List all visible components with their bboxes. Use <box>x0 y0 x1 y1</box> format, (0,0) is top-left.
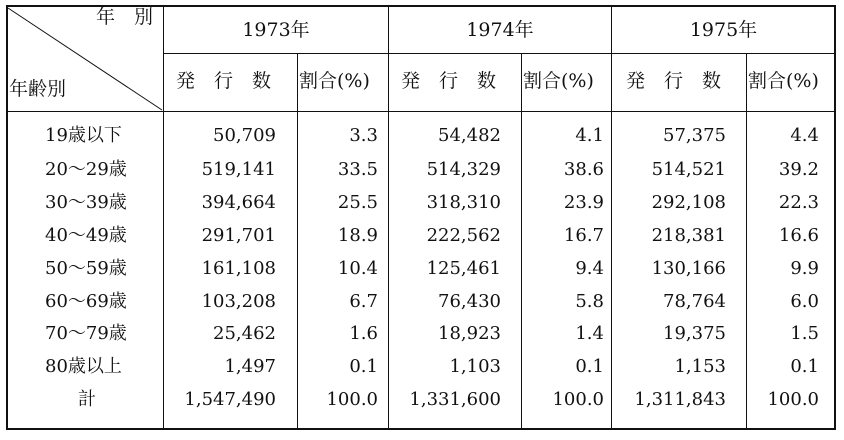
row-label: 30〜39歳 <box>45 192 127 213</box>
count-header-1974: 発 行 数 <box>401 70 497 92</box>
ratio-cell: 1.4 <box>575 323 604 344</box>
ratio-header-1974: 割合(%) <box>523 70 594 92</box>
count-cell: 25,462 <box>213 323 276 344</box>
row-label: 70〜79歳 <box>45 323 127 344</box>
count-cell: 292,108 <box>651 192 726 213</box>
ratio-cell: 6.7 <box>349 291 378 312</box>
year-header-1975: 1975年 <box>689 19 758 41</box>
ratio-cell: 6.0 <box>790 291 819 312</box>
ratio-cell: 4.4 <box>790 125 819 146</box>
ratio-cell: 38.6 <box>563 159 604 180</box>
row-label: 19歳以下 <box>45 125 122 146</box>
count-cell: 394,664 <box>201 192 276 213</box>
row-label: 80歳以上 <box>45 356 122 377</box>
ratio-header-1973: 割合(%) <box>299 70 370 92</box>
row-label: 60〜69歳 <box>45 291 127 312</box>
ratio-cell: 1.5 <box>790 323 819 344</box>
count-cell: 76,430 <box>438 291 501 312</box>
count-cell: 514,329 <box>426 159 501 180</box>
ratio-cell: 0.1 <box>575 356 604 377</box>
ratio-cell: 18.9 <box>337 225 378 246</box>
ratio-cell: 16.7 <box>563 225 604 246</box>
ratio-cell: 25.5 <box>337 192 378 213</box>
count-cell: 18,923 <box>438 323 501 344</box>
count-cell: 57,375 <box>663 125 726 146</box>
year-header-1974: 1974年 <box>466 19 534 41</box>
ratio-cell: 23.9 <box>563 192 604 213</box>
count-cell: 161,108 <box>201 258 276 279</box>
row-label: 40〜49歳 <box>45 225 127 246</box>
count-cell: 125,461 <box>426 258 501 279</box>
total-count-cell: 1,547,490 <box>184 389 276 410</box>
count-cell: 54,482 <box>438 125 501 146</box>
count-cell: 103,208 <box>201 291 276 312</box>
total-label: 計 <box>78 389 96 410</box>
corner-label-year: 年 別 <box>96 6 154 28</box>
count-cell: 50,709 <box>213 125 276 146</box>
ratio-cell: 33.5 <box>337 159 378 180</box>
ratio-cell: 5.8 <box>575 291 604 312</box>
ratio-header-1975: 割合(%) <box>748 70 819 92</box>
ratio-cell: 22.3 <box>778 192 819 213</box>
count-cell: 130,166 <box>651 258 726 279</box>
total-count-cell: 1,311,843 <box>634 389 726 410</box>
total-ratio-cell: 100.0 <box>326 389 378 410</box>
ratio-cell: 9.4 <box>575 258 604 279</box>
count-cell: 1,103 <box>449 356 501 377</box>
count-header-1973: 発 行 数 <box>176 70 272 92</box>
ratio-cell: 4.1 <box>575 125 604 146</box>
count-cell: 218,381 <box>651 225 726 246</box>
ratio-cell: 3.3 <box>349 125 378 146</box>
ratio-cell: 9.9 <box>790 258 819 279</box>
ratio-cell: 1.6 <box>349 323 378 344</box>
count-cell: 1,497 <box>224 356 276 377</box>
ratio-cell: 10.4 <box>337 258 378 279</box>
total-ratio-cell: 100.0 <box>767 389 819 410</box>
count-cell: 291,701 <box>201 225 276 246</box>
total-count-cell: 1,331,600 <box>409 389 501 410</box>
year-header-1973: 1973年 <box>242 19 310 41</box>
total-ratio-cell: 100.0 <box>552 389 604 410</box>
row-label: 50〜59歳 <box>45 258 127 279</box>
count-cell: 78,764 <box>663 291 726 312</box>
count-cell: 514,521 <box>651 159 726 180</box>
count-cell: 1,153 <box>674 356 726 377</box>
count-cell: 222,562 <box>426 225 501 246</box>
ratio-cell: 0.1 <box>349 356 378 377</box>
count-cell: 318,310 <box>426 192 501 213</box>
count-cell: 519,141 <box>201 159 276 180</box>
row-label: 20〜29歳 <box>45 159 127 180</box>
corner-label-age: 年齢別 <box>9 78 67 100</box>
ratio-cell: 39.2 <box>778 159 819 180</box>
count-cell: 19,375 <box>663 323 726 344</box>
count-header-1975: 発 行 数 <box>626 70 722 92</box>
ratio-cell: 0.1 <box>790 356 819 377</box>
ratio-cell: 16.6 <box>778 225 819 246</box>
